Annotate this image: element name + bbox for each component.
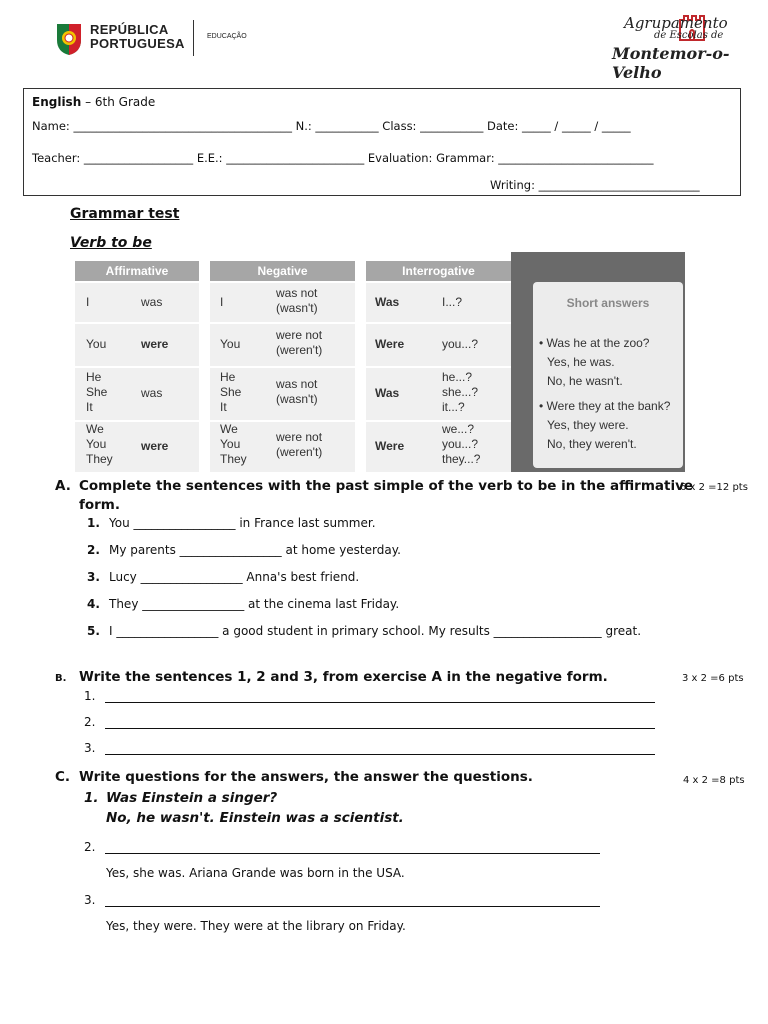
section-a-instruction-cont: form. [79, 497, 121, 513]
short-answer-line: • Was he at the zoo? [539, 336, 650, 350]
student-info-box [23, 88, 741, 196]
section-c-instruction: Write questions for the answers, the answer the questions. [79, 769, 533, 785]
verb-to-be-table [75, 252, 685, 472]
list-item: 3. [84, 893, 96, 907]
question-line[interactable] [105, 906, 600, 907]
section-b-points: 3 x 2 =6 pts [682, 673, 744, 684]
list-item: 1. [84, 689, 96, 703]
section-c-heading [55, 769, 533, 785]
list-item: 3. [84, 741, 96, 755]
educacao-text: EDUCAÇÃO [207, 33, 247, 40]
negative-column [210, 261, 355, 281]
table-row: We You They were not (weren't) [210, 422, 355, 472]
page-title: Grammar test [70, 206, 180, 222]
answer-text: Yes, she was. Ariana Grande was born in the USA. [106, 866, 405, 880]
name-field-line[interactable]: Name: ______________________________________ N.: ___________ Class: ___________ Date: _____ / _____ / _____ [32, 119, 631, 133]
answer-line[interactable] [105, 728, 655, 729]
table-row: I was not (wasn't) [210, 283, 355, 322]
table-row: You were [75, 324, 199, 366]
example-question: 1. Was Einstein a singer? [84, 790, 278, 806]
affirmative-header: Affirmative [75, 261, 199, 281]
table-row: Were we...? you...? they...? [366, 422, 511, 472]
table-row: I was [75, 283, 199, 322]
list-item: 2. [84, 840, 96, 854]
example-answer: No, he wasn't. Einstein was a scientist. [106, 810, 404, 826]
list-item[interactable]: 1. You _________________ in France last summer. [87, 516, 376, 530]
de-escolas-text: de Escolas de [654, 30, 724, 41]
short-answer-line: No, they weren't. [547, 437, 637, 451]
interrogative-column [366, 261, 511, 281]
teacher-field-line[interactable]: Teacher: ___________________ E.E.: ________________________ Evaluation: Grammar: ___________________________ [32, 151, 654, 165]
writing-field-line[interactable]: Writing: ____________________________ [490, 178, 700, 192]
republica-text: REPÚBLICA [90, 22, 169, 37]
portuguesa-text: PORTUGUESA [90, 36, 185, 51]
question-line[interactable] [105, 853, 600, 854]
answer-line[interactable] [105, 702, 655, 703]
short-answer-line: Yes, they were. [547, 418, 629, 432]
table-row: Were you...? [366, 324, 511, 366]
list-item[interactable]: 4. They _________________ at the cinema last Friday. [87, 597, 400, 611]
subject-line [32, 95, 155, 109]
table-row: You were not (weren't) [210, 324, 355, 366]
short-answer-line: No, he wasn't. [547, 374, 623, 388]
section-a-heading [55, 478, 693, 494]
short-answer-line: • Were they at the bank? [539, 399, 671, 413]
list-item[interactable]: 3. Lucy _________________ Anna's best friend. [87, 570, 360, 584]
short-answers-title: Short answers [566, 296, 650, 310]
list-item[interactable]: 5. I _________________ a good student in primary school. My results __________________ great. [87, 624, 642, 638]
list-item: 2. [84, 715, 96, 729]
portugal-shield-icon [55, 20, 83, 56]
table-row: He She It was not (wasn't) [210, 368, 355, 420]
republica-portuguesa-logo [55, 20, 245, 60]
negative-header: Negative [210, 261, 355, 281]
affirmative-column [75, 261, 199, 281]
answer-line[interactable] [105, 754, 655, 755]
list-item[interactable]: 2. My parents _________________ at home yesterday. [87, 543, 401, 557]
table-row: We You They were [75, 422, 199, 472]
short-answers-box [533, 282, 683, 468]
table-row: He She It was [75, 368, 199, 420]
section-c-letter: C. [55, 769, 71, 785]
section-b-instruction: Write the sentences 1, 2 and 3, from exercise A in the negative form. [79, 669, 608, 685]
section-subtitle: Verb to be [70, 235, 152, 251]
section-c-points: 4 x 2 =8 pts [683, 775, 745, 786]
short-answer-line: Yes, he was. [547, 355, 615, 369]
section-b-heading [55, 669, 608, 685]
section-b-letter: B. [55, 673, 67, 684]
section-a-instruction: Complete the sentences with the past simple of the verb to be in the affirmative [79, 478, 694, 494]
table-row: Was he...? she...? it...? [366, 368, 511, 420]
logo-divider [193, 20, 194, 56]
section-a-points: 6 x 2 =12 pts [680, 482, 748, 493]
subject-label: English [32, 95, 82, 109]
agrupamento-text: Agrupamento [624, 14, 728, 32]
montemor-text: Montemor-o-Velho [612, 44, 730, 82]
grade-label: – 6th Grade [81, 95, 156, 109]
table-row: Was I...? [366, 283, 511, 322]
answer-text: Yes, they were. They were at the library on Friday. [106, 919, 406, 933]
section-a-letter: A. [55, 478, 71, 494]
interrogative-header: Interrogative [366, 261, 511, 281]
school-logo [610, 10, 760, 82]
